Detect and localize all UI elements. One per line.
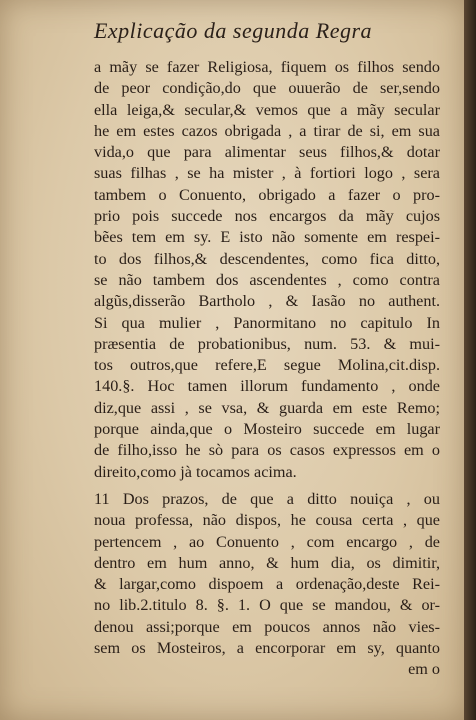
text-line: porque ainda,que o Mosteiro succede em lugar [94,420,440,439]
text-line: diz,que assi , se vsa, & guarda em este Remo; [94,398,440,417]
text-line: 11 Dos prazos, de que a ditto nouiça , ou [94,489,440,508]
text-line: dentro em hum anno, & hum dia, os dimitir, [94,553,440,572]
text-line: direito,como jà tocamos acima. [94,462,297,481]
text-line: & largar,como dispoem a ordenação,deste Rei- [94,575,440,594]
text-line: bẽes tem em sy. E isto não somente em respei- [94,228,440,247]
text-line: 140.§. Hoc tamen illorum fundamento , onde [94,377,440,396]
text-line: no lib.2.titulo 8. §. 1. O que se mandou, & or- [94,596,440,615]
text-line: de peor condição,do que ouuerão de ser,sendo [94,79,440,98]
text-line: prio pois succede nos encargos da mãy cujos [94,207,440,226]
text-line: algũs,disserão Bartholo , & Iasão no authent. [94,292,440,311]
text-line: præsentia de probationibus, num. 53. & mui- [94,334,440,353]
text-line: sem os Mosteiros, a encorporar em sy, quanto [94,639,440,658]
text-line: ella leiga,& secular,& vemos que a mãy secular [94,100,440,119]
page-text [94,57,440,681]
book-edge [464,0,476,720]
text-line: to dos filhos,& descendentes, como fica ditto, [94,249,440,268]
text-line: tos outros,que refere,E segue Molina,cit.disp. [94,356,440,375]
paragraph [94,57,440,483]
text-line: vida,o que para alimentar seus filhos,& dotar [94,143,440,162]
text-line: a mãy se fazer Religiosa, fiquem os filhos sendo [94,58,440,76]
text-line: de filho,isso he sò para os casos expressos em o [94,441,440,460]
text-line: noua professa, não dispos, he cousa certa , que [94,511,440,530]
running-header: Explicação da segunda Regra [93,18,373,43]
paragraph [94,489,440,659]
text-line: denou assi;porque em poucos annos não vies- [94,617,440,636]
text-line: Si qua mulier , Panormitano no capitulo In [94,313,440,332]
text-line: he em estes cazos obrigada , a tirar de si, em sua [94,121,440,140]
text-line: se não tambem dos ascendentes , como contra [94,270,440,289]
text-line: tambem o Conuento, obrigado a fazer o pro- [94,185,440,204]
catchword: em o [408,660,440,679]
text-line: suas filhas , se ha mister , à fortiori logo , sera [94,164,440,183]
text-line: pertencem , ao Conuento , com encargo , de [94,532,440,551]
